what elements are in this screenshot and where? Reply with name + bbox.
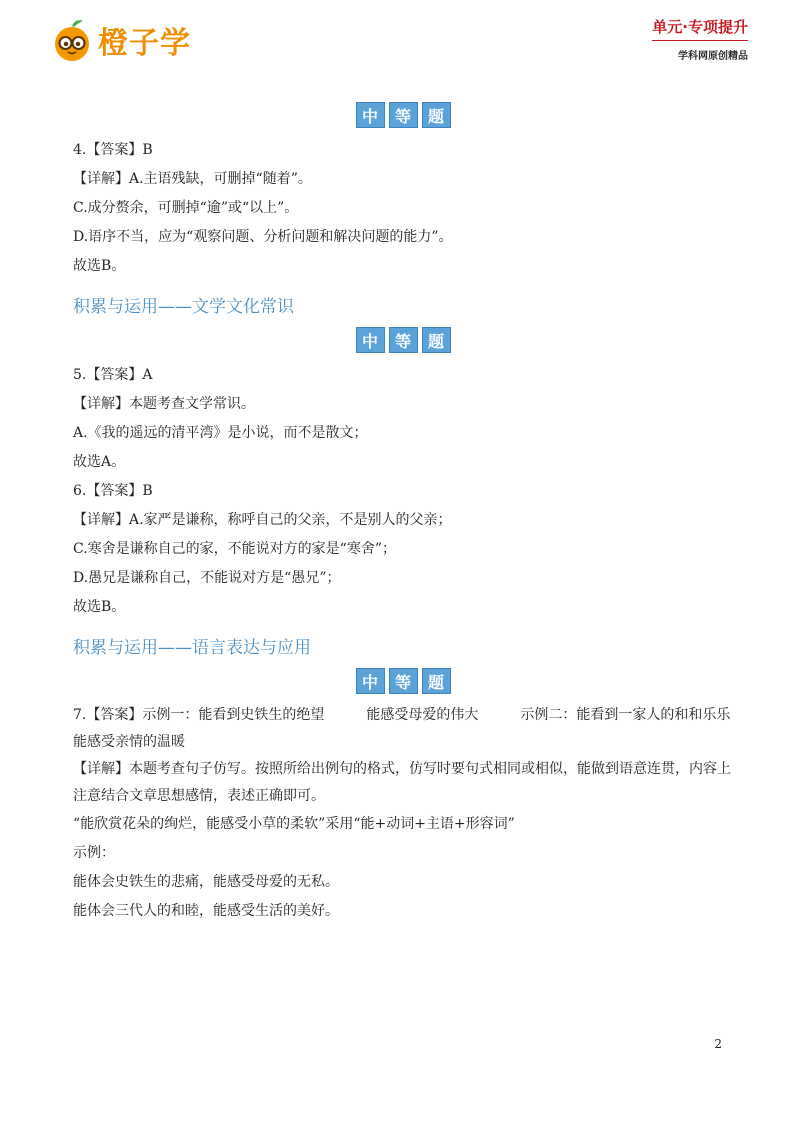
explanation-line: 【详解】本题考查文学常识。 — [73, 396, 255, 412]
section-title: 积累与运用——文学文化常识 — [73, 297, 294, 317]
explanation-line: “能欣赏花朵的绚烂，能感受小草的柔软”采用“能+动词+主语+形容词” — [73, 816, 515, 832]
explanation-line: D.愚兄是谦称自己，不能说对方是“愚兄”； — [73, 570, 341, 586]
answer-line: 5.【答案】A — [73, 367, 153, 383]
explanation-line: 【详解】A.主语残缺，可删掉“随着”。 — [73, 171, 312, 187]
badge-char: 题 — [422, 327, 451, 353]
badge-char: 等 — [389, 327, 418, 353]
example-label: 示例： — [73, 845, 115, 861]
brand-subtitle: 学科网原创精品 — [678, 51, 748, 62]
page-number: 2 — [714, 1037, 722, 1051]
page-header — [0, 0, 794, 80]
section-title: 积累与运用——语言表达与应用 — [73, 638, 311, 658]
answer-line: 6.【答案】B — [73, 483, 153, 499]
badge-char: 中 — [356, 102, 385, 128]
difficulty-badge — [73, 327, 733, 353]
badge-char: 题 — [422, 668, 451, 694]
logo-text: 橙子学 — [98, 26, 191, 61]
explanation-line: C.寒舍是谦称自己的家，不能说对方的家是“寒舍”； — [73, 541, 396, 557]
difficulty-badge — [73, 668, 733, 694]
badge-char: 中 — [356, 327, 385, 353]
explanation-line: 【详解】本题考查句子仿写。按照所给出例句的格式，仿写时要句式相同或相似，能做到语意连贯，内容上注意结合文章思想感情，表述正确即可。 — [73, 761, 731, 804]
example-line: 能体会史铁生的悲痛，能感受母爱的无私。 — [73, 874, 339, 890]
example-line: 能体会三代人的和睦，能感受生活的美好。 — [73, 903, 339, 919]
brand-title: 单元·专项提升 — [652, 16, 748, 41]
conclusion-line: 故选B。 — [73, 599, 126, 615]
difficulty-badge — [73, 102, 733, 128]
explanation-line: D.语序不当，应为“观察问题、分析问题和解决问题的能力”。 — [73, 229, 453, 245]
conclusion-line: 故选B。 — [73, 258, 126, 274]
badge-char: 等 — [389, 668, 418, 694]
answer-line: 7.【答案】示例一：能看到史铁生的绝望 能感受母爱的伟大 示例二：能看到一家人的和和乐乐 能感受亲情的温暖 — [73, 707, 773, 750]
explanation-line: C.成分赘余，可删掉“逾”或“以上”。 — [73, 200, 299, 216]
orange-mascot-icon — [52, 18, 92, 62]
brand-logo — [52, 18, 191, 62]
explanation-line: 【详解】A.家严是谦称，称呼自己的父亲，不是别人的父亲； — [73, 512, 452, 528]
answer-line: 4.【答案】B — [73, 142, 153, 158]
badge-char: 中 — [356, 668, 385, 694]
answer-content — [73, 100, 773, 926]
badge-char: 等 — [389, 102, 418, 128]
brand-tag — [652, 16, 748, 62]
conclusion-line: 故选A。 — [73, 454, 126, 470]
explanation-line: A.《我的遥远的清平湾》是小说，而不是散文； — [73, 425, 368, 441]
badge-char: 题 — [422, 102, 451, 128]
